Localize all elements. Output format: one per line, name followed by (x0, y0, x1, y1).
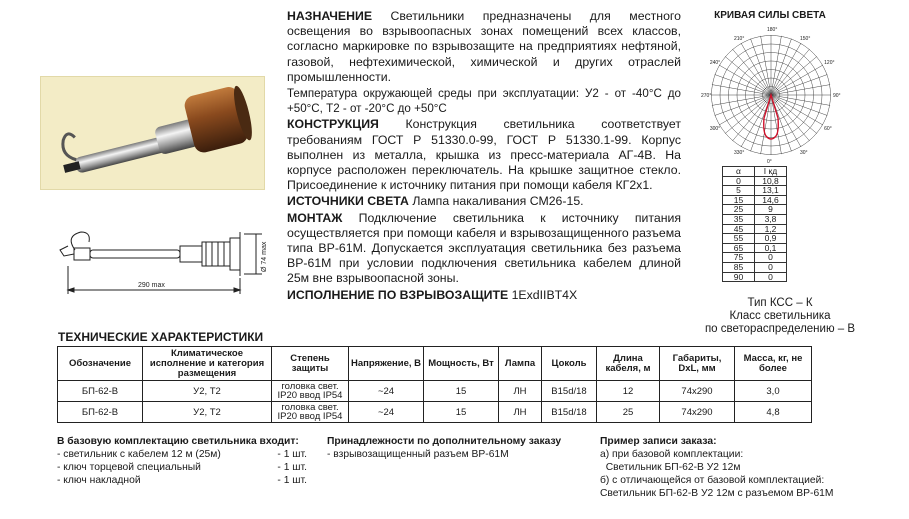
intensity-cell: 0 (723, 176, 755, 186)
spec-cell: головка свет. IP20 ввод IP54 (272, 402, 349, 423)
intensity-cell: 0 (755, 253, 787, 263)
spec-cell: ~24 (349, 381, 424, 402)
spec-column-header: Мощность, Вт (424, 347, 499, 381)
polar-angle-label: 300° (709, 126, 721, 132)
spec-cell: 15 (424, 381, 499, 402)
intensity-table-header (723, 167, 787, 177)
accessories-heading: Принадлежности по дополнительному заказу (327, 436, 562, 447)
purpose-heading: НАЗНАЧЕНИЕ (287, 9, 373, 23)
intensity-cell: 25 (723, 205, 755, 215)
intensity-cell: 5 (723, 186, 755, 196)
table-row (58, 402, 812, 423)
table-row (58, 381, 812, 402)
kit-item-name: - ключ накладной (57, 475, 141, 486)
spec-cell: 74х290 (660, 402, 735, 423)
spec-cell: 4,8 (735, 402, 812, 423)
kit-item (57, 461, 307, 474)
polar-angle-label: 120° (824, 60, 835, 66)
mount-text: Подключение светильника к источнику питания осуществляется при помощи кабеля и взрывозащищенного разъема типа ВР-61М. Допускается эксплуатация светильника без разъема ВР-61М при условии подключения светильника кабелем длиной 25м вне взрывоопасной зоны. (287, 210, 682, 286)
polar-angle-label: 0° (767, 159, 772, 165)
intensity-table-row (723, 243, 787, 253)
dimension-diameter: Ø 74 max (261, 241, 268, 272)
intensity-cell: 65 (723, 243, 755, 253)
order-line: а) при базовой комплектации: (600, 449, 744, 460)
polar-angle-label: 150° (800, 35, 811, 42)
spec-header-row (58, 347, 812, 381)
klass-line-2: по светораспределению – В (704, 323, 856, 335)
light-paragraph (287, 194, 681, 209)
spec-column-header: Длина кабеля, м (597, 347, 660, 381)
intensity-table-row (723, 253, 787, 263)
spec-cell: В15d/18 (542, 402, 597, 423)
purpose-paragraph (287, 9, 681, 85)
curve-title: КРИВАЯ СИЛЫ СВЕТА (714, 10, 826, 21)
spec-table (57, 346, 812, 423)
order-line: Светильник БП-62-В У2 12м с разъемом ВР-61М (600, 488, 834, 499)
accessories-block (327, 435, 577, 461)
intensity-cell: 0 (755, 262, 787, 272)
polar-angle-label: 90° (833, 93, 841, 99)
spec-column-header: Лампа (499, 347, 542, 381)
intensity-cell: 0,9 (755, 234, 787, 244)
klass-line-1: Класс светильника (729, 310, 831, 322)
spec-cell: 15 (424, 402, 499, 423)
light-class-block (670, 297, 890, 336)
intensity-cell: 35 (723, 214, 755, 224)
polar-angle-label: 330° (734, 150, 745, 157)
spec-cell: ЛН (499, 402, 542, 423)
description-block (287, 9, 681, 304)
kit-item (57, 448, 307, 461)
intensity-cell: I кд (755, 167, 787, 177)
intensity-cell: 0 (755, 272, 787, 282)
order-line: б) с отличающейся от базовой комплектацией: (600, 475, 825, 486)
spec-cell: ~24 (349, 402, 424, 423)
spec-cell: БП-62-В (58, 402, 143, 423)
intensity-table-row (723, 262, 787, 272)
spec-column-header: Напряжение, В (349, 347, 424, 381)
spec-cell: 12 (597, 381, 660, 402)
intensity-table-row (723, 272, 787, 282)
polar-angle-label: 180° (767, 27, 778, 33)
accessories-item: - взрывозащищенный разъем ВР-61М (327, 449, 509, 460)
mount-paragraph (287, 211, 681, 287)
temperature-paragraph: Температура окружающей среды при эксплуатации: У2 - от -40°С до +50°С, Т2 - от -20°С до +50°С (287, 87, 681, 116)
polar-angle-label: 210° (734, 35, 745, 42)
polar-angle-label: 240° (709, 60, 721, 66)
intensity-cell: 55 (723, 234, 755, 244)
construction-paragraph (287, 117, 681, 193)
construction-text: Конструкция светильника соответствует требованиям ГОСТ Р 51330.0-99, ГОСТ Р 51330.1-99. Корпус выполнен из металла, крышка из пресс-материала АГ-4В. На корпусе расположен переключатель. На крышке защитное стекло. Присоединение к источнику питания при помощи кабеля КГ2х1. (287, 117, 681, 193)
intensity-cell: 90 (723, 272, 755, 282)
intensity-cell: 45 (723, 224, 755, 234)
intensity-table-row (723, 224, 787, 234)
spec-title: ТЕХНИЧЕСКИЕ ХАРАКТЕРИСТИКИ (58, 330, 264, 344)
spec-cell: У2, Т2 (143, 402, 272, 423)
intensity-cell: 85 (723, 262, 755, 272)
intensity-table-row (723, 234, 787, 244)
intensity-cell: 15 (723, 195, 755, 205)
intensity-table-row (723, 186, 787, 196)
intensity-table-row (723, 205, 787, 215)
light-heading: ИСТОЧНИКИ СВЕТА (287, 194, 409, 209)
spec-cell: В15d/18 (542, 381, 597, 402)
intensity-cell: α (723, 167, 755, 177)
spec-column-header: Габариты, DxL, мм (660, 347, 735, 381)
spec-cell: 3,0 (735, 381, 812, 402)
intensity-cell: 14,6 (755, 195, 787, 205)
spec-column-header: Климатическое исполнение и категория размещения (143, 347, 272, 381)
order-line: Светильник БП-62-В У2 12м (600, 462, 741, 473)
intensity-cell: 3,8 (755, 214, 787, 224)
intensity-cell: 0,1 (755, 243, 787, 253)
polar-diagram (700, 24, 842, 166)
kit-item (57, 474, 307, 487)
kit-item-qty: - 1 шт. (277, 475, 307, 486)
ex-heading: ИСПОЛНЕНИЕ ПО ВЗРЫВОЗАЩИТЕ (287, 287, 509, 302)
intensity-cell: 10,8 (755, 176, 787, 186)
spec-column-header: Степень защиты (272, 347, 349, 381)
construction-heading: КОНСТРУКЦИЯ (287, 117, 379, 132)
polar-angle-label: 30° (800, 150, 808, 157)
light-text: Лампа накаливания СМ26-15. (412, 194, 584, 209)
spec-column-header: Масса, кг, не более (735, 347, 812, 381)
spec-cell: 25 (597, 402, 660, 423)
product-photo (40, 76, 265, 190)
order-heading: Пример записи заказа: (600, 436, 717, 447)
kit-block (57, 435, 307, 487)
kss-type: Тип КСС – К (747, 297, 813, 309)
kit-item-name: - светильник с кабелем 12 м (25м) (57, 449, 221, 460)
spec-cell: БП-62-В (58, 381, 143, 402)
order-example-block (600, 435, 850, 500)
dimension-length: 290 max (138, 282, 165, 289)
intensity-table-row (723, 214, 787, 224)
intensity-cell: 1,2 (755, 224, 787, 234)
spec-cell: У2, Т2 (143, 381, 272, 402)
intensity-cell: 13,1 (755, 186, 787, 196)
spec-cell: 74х290 (660, 381, 735, 402)
purpose-text: Светильники предназначены для местного освещения во взрывоопасных зонах помещений всех классов, согласно маркировке по взрывозащите на предприятиях нефтяной, газовой, нефтехимической, химической и других отраслей промышленности. (287, 9, 681, 84)
polar-angle-label: 270° (701, 93, 712, 99)
intensity-table (722, 166, 787, 282)
ex-paragraph (287, 288, 681, 303)
kit-item-name: - ключ торцевой специальный (57, 462, 201, 473)
technical-drawing (40, 210, 270, 300)
intensity-table-row (723, 195, 787, 205)
polar-angle-label: 60° (824, 126, 832, 132)
spec-cell: ЛН (499, 381, 542, 402)
intensity-cell: 75 (723, 253, 755, 263)
intensity-cell: 9 (755, 205, 787, 215)
mount-heading: МОНТАЖ (287, 210, 343, 225)
kit-item-qty: - 1 шт. (277, 462, 307, 473)
ex-text: 1ExdIIBT4X (511, 287, 578, 302)
lamp-photo-illustration (41, 77, 264, 189)
spec-column-header: Обозначение (58, 347, 143, 381)
kit-item-qty: - 1 шт. (277, 449, 307, 460)
kit-heading: В базовую комплектацию светильника входит: (57, 436, 299, 447)
spec-cell: головка свет. IP20 ввод IP54 (272, 381, 349, 402)
spec-column-header: Цоколь (542, 347, 597, 381)
